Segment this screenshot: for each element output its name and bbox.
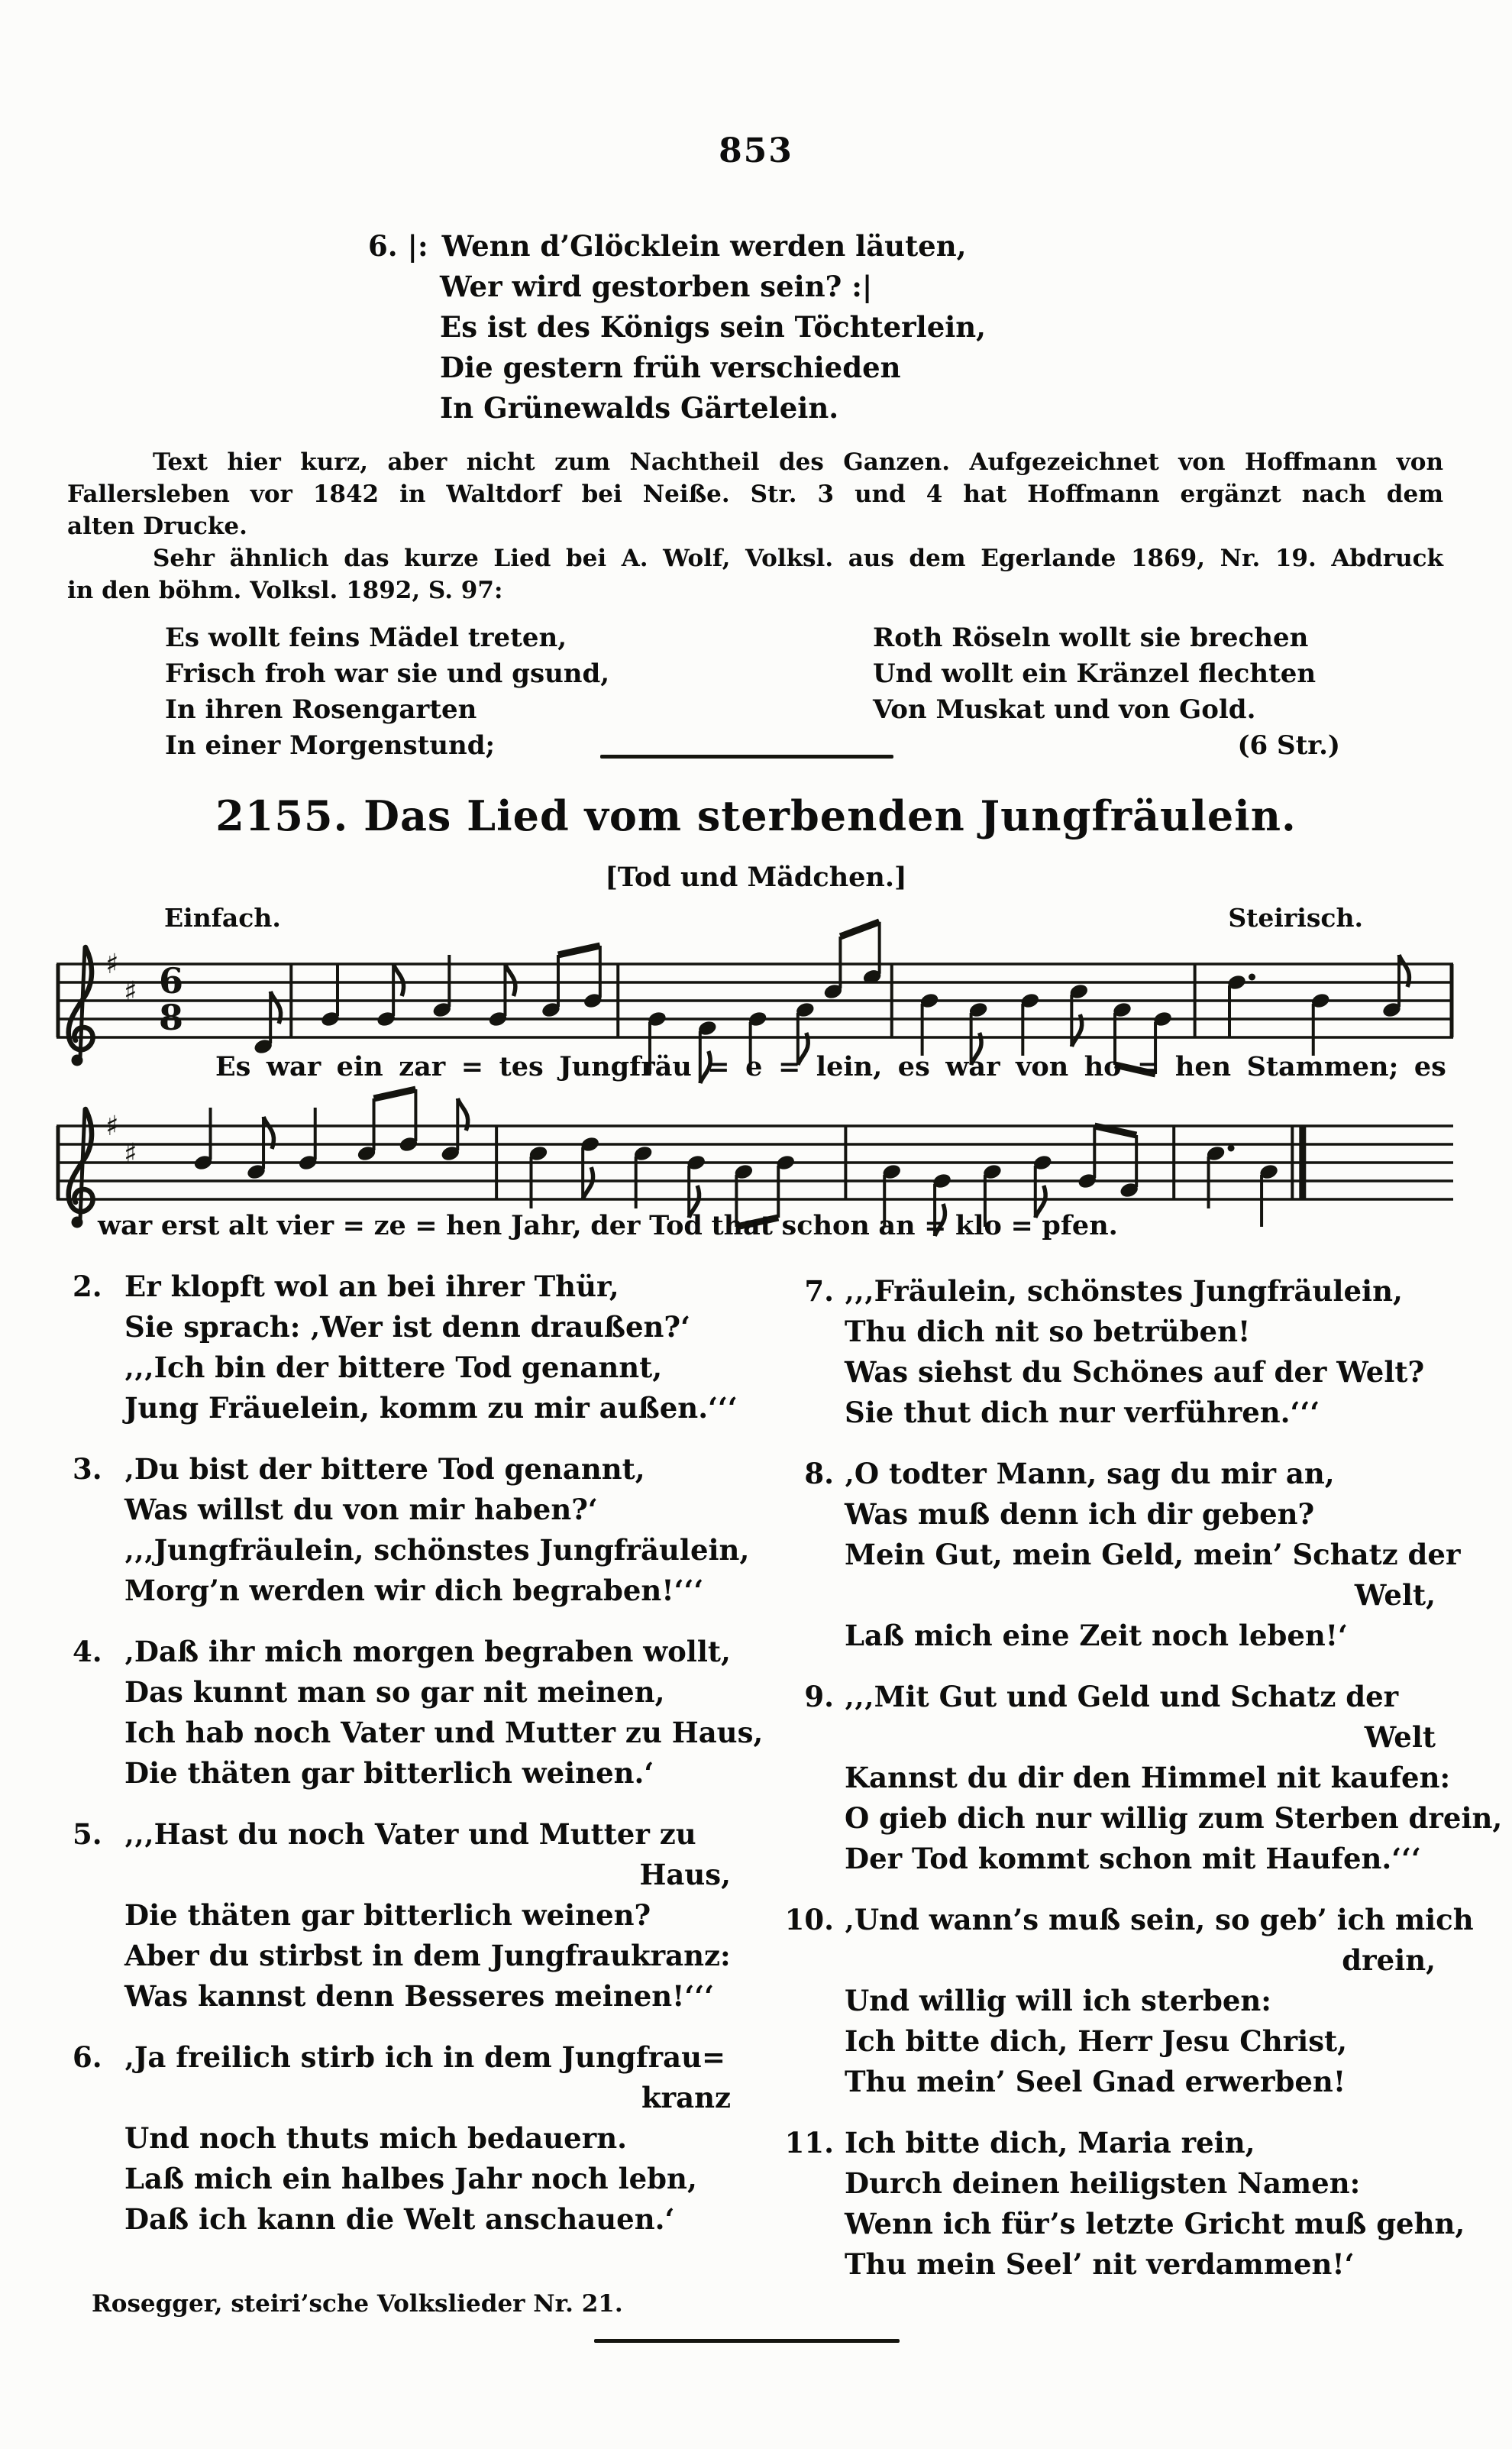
- lyric-syllable: lein,: [816, 1051, 883, 1082]
- stanza-3: [73, 1449, 750, 1611]
- verse-line: ‚Und wann’s muß sein, so geb’ ich mich: [845, 1903, 1474, 1936]
- verse-line: ‚‚‚Hast du noch Vater und Mutter zu: [124, 1817, 696, 1851]
- sharp-icon: ♯: [124, 1138, 137, 1170]
- source-citation: Rosegger, steiri’sche Volkslieder Nr. 21.: [92, 2290, 623, 2318]
- lyric-syllable: tes: [499, 1051, 544, 1082]
- lyric-syllable: von: [1016, 1051, 1069, 1082]
- lyric-syllable: schon: [781, 1210, 870, 1241]
- lyric-syllable: ein: [336, 1051, 383, 1082]
- verse-line: Ich hab noch Vater und Mutter zu Haus,: [124, 1716, 764, 1749]
- lyric-syllable: e: [745, 1051, 763, 1082]
- verse-line: Haus,: [639, 1858, 731, 1891]
- beam: [1094, 1126, 1136, 1135]
- performance-directions: [164, 903, 1363, 933]
- lyric-syllable: =: [460, 1051, 484, 1082]
- stanza-10: [764, 1900, 1474, 2102]
- eighth-flag: [583, 1167, 593, 1199]
- verse-line: Thu mein’ Seel Gnad erwerben!: [845, 2065, 1346, 2098]
- stanza-5: [73, 1814, 731, 2017]
- lyric-syllable: =: [1137, 1051, 1160, 1082]
- verse-line: Die thäten gar bitterlich weinen?: [124, 1898, 651, 1932]
- verse-line: Das kunnt man so gar nit meinen,: [124, 1675, 665, 1709]
- quoted-quatrain-left: [165, 620, 623, 764]
- lyric-syllable: that: [711, 1210, 773, 1241]
- lyric-syllable: war: [98, 1210, 153, 1241]
- lyric-syllable: ho: [1084, 1051, 1122, 1082]
- tempo-marking: Einfach.: [164, 903, 281, 933]
- verse-line: Daß ich kann die Welt anschauen.‘: [124, 2202, 675, 2236]
- verse-line: Es ist des Königs sein Töchterlein,: [440, 310, 987, 344]
- verse-column-right: [764, 1271, 1503, 2305]
- lyric-syllable: vier: [276, 1210, 334, 1241]
- stanza-marker: 6. |:: [368, 229, 428, 263]
- lyric-syllable: erst: [160, 1210, 220, 1241]
- sharp-icon: ♯: [105, 1111, 119, 1142]
- verse-line: Kannst du dir den Himmel nit kaufen:: [845, 1761, 1451, 1794]
- stanza-number: 8.: [804, 1457, 834, 1490]
- verse-line: Thu dich nit so betrüben!: [845, 1315, 1251, 1348]
- verse-line: Laß mich ein halbes Jahr noch lebn,: [124, 2162, 697, 2195]
- eighth-flag: [505, 964, 515, 996]
- page-number: 853: [719, 131, 793, 170]
- lyric-syllable: Jahr,: [510, 1210, 582, 1241]
- opening-stanza: [368, 226, 986, 429]
- stanza-number: 4.: [73, 1635, 102, 1668]
- verse-line: Aber du stirbst in dem Jungfraukranz:: [124, 1939, 731, 1972]
- stanza-9: [764, 1677, 1503, 1879]
- verse-line: ‚Ja freilich stirb ich in dem Jungfrau=: [124, 2040, 726, 2074]
- stanza-number: 10.: [784, 1903, 834, 1936]
- time-signature-denominator: 8: [159, 997, 184, 1038]
- beam: [558, 946, 600, 955]
- verse-line: Die gestern früh verschieden: [440, 351, 901, 384]
- song-title: 2155. Das Lied vom sterbenden Jungfräulein.: [215, 791, 1297, 840]
- verse-line: Die thäten gar bitterlich weinen.‘: [124, 1756, 654, 1790]
- eighth-flag: [393, 964, 403, 996]
- stanza-number: 7.: [804, 1274, 834, 1308]
- verse-line: drein,: [1342, 1943, 1436, 1977]
- verse-line: ‚O todter Mann, sag du mir an,: [845, 1457, 1335, 1490]
- section-divider-rule: [600, 755, 893, 759]
- lyric-syllable: klo: [955, 1210, 1002, 1241]
- verse-line: Was siehst du Schönes auf der Welt?: [845, 1355, 1425, 1389]
- lyric-syllable: =: [707, 1051, 730, 1082]
- verse-line: ‚‚‚Jungfräulein, schönstes Jungfräulein,: [124, 1533, 750, 1567]
- verse-line: ‚‚‚Fräulein, schönstes Jungfräulein,: [845, 1274, 1403, 1308]
- lyric-syllable: es: [897, 1051, 930, 1082]
- verse-line: kranz: [641, 2081, 731, 2114]
- verse-line: Frisch froh war sie und gsund,: [165, 658, 610, 689]
- verse-line: O gieb dich nur willig zum Sterben drein,: [845, 1801, 1503, 1835]
- verse-line: Morg’n werden wir dich begraben!‘‘‘: [124, 1574, 704, 1607]
- verse-line: Er klopft wol an bei ihrer Thür,: [124, 1270, 619, 1303]
- page-end-rule: [594, 2339, 900, 2343]
- stanza-7: [764, 1271, 1436, 1433]
- verse-line: Mein Gut, mein Geld, mein’ Schatz der: [845, 1538, 1461, 1571]
- stanza-4: [73, 1632, 764, 1794]
- verse-line: Was muß denn ich dir geben?: [845, 1497, 1315, 1531]
- verse-line: ‚‚‚Ich bin der bittere Tod genannt,: [124, 1351, 663, 1384]
- verse-line: Und noch thuts mich bedauern.: [124, 2121, 627, 2155]
- verse-line: Sie thut dich nur verführen.‘‘‘: [845, 1396, 1320, 1429]
- verse-line: ‚Daß ihr mich morgen begraben wollt,: [124, 1635, 731, 1668]
- verse-line: In ihren Rosengarten: [165, 694, 477, 725]
- lyric-syllable: Stammen;: [1246, 1051, 1399, 1082]
- verse-line: Roth Röseln wollt sie brechen: [873, 623, 1309, 653]
- verse-line: Wer wird gestorben sein? :|: [440, 270, 873, 303]
- lyric-syllable: der: [590, 1210, 641, 1241]
- verse-line: Welt,: [1354, 1578, 1436, 1612]
- verse-line: ‚Du bist der bittere Tod genannt,: [124, 1452, 645, 1486]
- lyric-syllable: hen: [1174, 1051, 1232, 1082]
- stanza-11: [764, 2123, 1465, 2285]
- lyric-syllable: war: [945, 1051, 1000, 1082]
- verse-line: Was willst du von mir haben?‘: [124, 1493, 598, 1526]
- song-subtitle: [Tod und Mädchen.]: [605, 862, 907, 893]
- note-line: in den böhm. Volksl. 1892, S. 97:: [67, 577, 503, 604]
- verse-line: Und wollt ein Kränzel flechten: [873, 658, 1317, 689]
- lyric-syllable: ze: [373, 1210, 406, 1241]
- stanza-8: [764, 1454, 1461, 1656]
- note-line: alten Drucke.: [67, 513, 247, 540]
- verse-line: Thu mein Seel’ nit verdammen!‘: [845, 2247, 1355, 2281]
- stanza-6: [73, 2037, 731, 2240]
- verse-line: Jung Fräuelein, komm zu mir außen.‘‘‘: [124, 1391, 738, 1425]
- note-line: Sehr ähnlich das kurze Lied bei A. Wolf, Volksl. aus dem Egerlande 1869, Nr. 19. Abdruck: [153, 545, 1443, 572]
- augmentation-dot: [1249, 974, 1255, 981]
- lyric-syllable: war: [266, 1051, 321, 1082]
- verse-line: Was kannst denn Besseres meinen!‘‘‘: [124, 1979, 715, 2013]
- lyric-line-2: [98, 1210, 1118, 1241]
- lyric-syllable: =: [1010, 1210, 1033, 1241]
- lyric-syllable: Jungfräu: [559, 1051, 692, 1082]
- stanza-2: [73, 1267, 738, 1428]
- verse-line: ‚‚‚Mit Gut und Geld und Schatz der: [845, 1680, 1399, 1713]
- quoted-quatrain-right: [873, 620, 1340, 764]
- stanza-number: 6.: [73, 2040, 102, 2074]
- verse-line: Der Tod kommt schon mit Haufen.‘‘‘: [845, 1842, 1421, 1875]
- verse-line: In einer Morgenstund;: [165, 730, 496, 761]
- strophe-count: (6 Str.): [1237, 730, 1340, 761]
- lyric-syllable: zar: [399, 1051, 446, 1082]
- editorial-note: [67, 446, 1443, 607]
- verse-line: Ich bitte dich, Maria rein,: [845, 2126, 1255, 2159]
- sharp-icon: ♯: [105, 949, 119, 980]
- verse-line: Welt: [1364, 1720, 1436, 1754]
- style-marking: Steirisch.: [1228, 903, 1363, 933]
- verse-line: Es wollt feins Mädel treten,: [165, 623, 567, 653]
- lyric-syllable: an: [878, 1210, 916, 1241]
- verse-line: Ich bitte dich, Herr Jesu Christ,: [845, 2024, 1347, 2058]
- note-line: Text hier kurz, aber nicht zum Nachtheil des Ganzen. Aufgezeichnet von Hoffmann von: [153, 448, 1443, 476]
- stanza-number: 11.: [784, 2126, 834, 2159]
- stanza-number: 5.: [73, 1817, 102, 1851]
- verse-line: Wenn ich für’s letzte Gricht muß gehn,: [845, 2207, 1465, 2240]
- verse-column-left: [73, 1267, 764, 2260]
- lyric-syllable: Tod: [649, 1210, 703, 1241]
- augmentation-dot: [1228, 1145, 1235, 1152]
- verse-line: Sie sprach: ‚Wer ist denn draußen?‘: [124, 1310, 690, 1344]
- lyric-syllable: =: [924, 1210, 947, 1241]
- note-line: Fallersleben vor 1842 in Waltdorf bei Neiße. Str. 3 und 4 hat Hoffmann ergänzt nach dem: [67, 480, 1443, 508]
- lyric-syllable: =: [415, 1210, 438, 1241]
- verse-line: Wenn d’Glöcklein werden läuten,: [441, 229, 967, 263]
- lyric-syllable: hen: [446, 1210, 502, 1241]
- stanza-number: 9.: [804, 1680, 834, 1713]
- lyric-syllable: pfen.: [1042, 1210, 1118, 1241]
- time-signature-numerator: 6: [159, 960, 184, 1001]
- lyric-syllable: es: [1413, 1051, 1446, 1082]
- stanza-number: 3.: [73, 1452, 102, 1486]
- lyric-syllable: =: [342, 1210, 365, 1241]
- verse-line: Und willig will ich sterben:: [845, 1984, 1271, 2017]
- lyric-syllable: alt: [228, 1210, 269, 1241]
- sharp-icon: ♯: [124, 976, 137, 1008]
- lyric-syllable: =: [777, 1051, 801, 1082]
- verse-line: Durch deinen heiligsten Namen:: [845, 2166, 1361, 2200]
- verse-line: In Grünewalds Gärtelein.: [440, 391, 839, 425]
- verse-line: Laß mich eine Zeit noch leben!‘: [845, 1619, 1348, 1652]
- stanza-number: 2.: [73, 1270, 102, 1303]
- lyric-line-1: [215, 1051, 1446, 1082]
- lyric-syllable: Es: [215, 1051, 251, 1082]
- verse-line: Von Muskat und von Gold.: [873, 694, 1256, 725]
